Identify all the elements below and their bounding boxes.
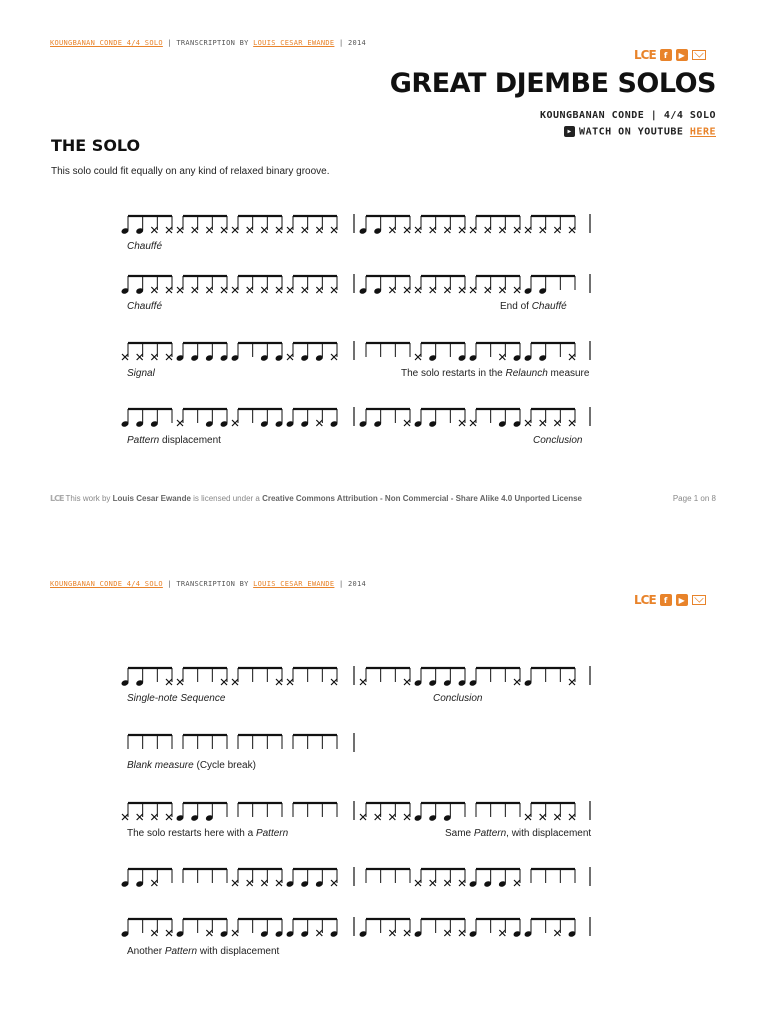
cross-head xyxy=(360,814,366,820)
intro-text: This solo could fit equally on any kind of relaxed binary groove. xyxy=(51,166,330,177)
lce-logo[interactable]: LCE xyxy=(634,48,656,62)
separator: | xyxy=(167,580,172,588)
lce-logo: LCE xyxy=(50,494,64,503)
cross-head xyxy=(499,227,505,233)
youtube-icon[interactable]: ▶ xyxy=(676,594,688,606)
youtube-icon: ▶ xyxy=(564,126,575,137)
cross-head xyxy=(554,930,560,936)
lce-logo[interactable]: LCE xyxy=(634,593,656,607)
cross-head xyxy=(316,930,322,936)
cross-head xyxy=(232,420,238,426)
cross-head xyxy=(151,354,157,360)
header-year: 2014 xyxy=(347,39,367,47)
cross-head xyxy=(331,227,337,233)
cross-head xyxy=(404,287,410,293)
cross-head xyxy=(444,930,450,936)
cross-head xyxy=(232,227,238,233)
youtube-icon[interactable]: ▶ xyxy=(676,49,688,61)
page-number: Page 1 on 8 xyxy=(672,494,716,503)
section-title: THE SOLO xyxy=(51,136,141,155)
cross-head xyxy=(177,679,183,685)
cross-head xyxy=(206,227,212,233)
header-year: 2014 xyxy=(347,580,367,588)
header-transcription: TRANSCRIPTION BY xyxy=(176,580,249,588)
cross-head xyxy=(360,679,366,685)
cross-head xyxy=(166,814,172,820)
cross-head xyxy=(232,930,238,936)
cross-head xyxy=(206,930,212,936)
cross-head xyxy=(221,287,227,293)
cross-head xyxy=(514,880,520,886)
cross-head xyxy=(247,880,253,886)
page-subtitle: KOUNGBANAN CONDE | 4/4 SOLO xyxy=(539,110,716,121)
cross-head xyxy=(331,679,337,685)
watch-label: WATCH ON YOUTUBE xyxy=(579,126,684,138)
cross-head xyxy=(261,880,267,886)
caption: Single-note Sequence xyxy=(127,693,226,704)
cross-head xyxy=(151,930,157,936)
cross-head xyxy=(331,880,337,886)
cross-head xyxy=(276,287,282,293)
cross-head xyxy=(247,227,253,233)
cross-head xyxy=(151,814,157,820)
cross-head xyxy=(276,227,282,233)
cross-head xyxy=(470,420,476,426)
cross-head xyxy=(389,287,395,293)
cross-head xyxy=(514,227,520,233)
cross-head xyxy=(404,420,410,426)
cross-head xyxy=(525,227,531,233)
cross-head xyxy=(375,814,381,820)
cross-head xyxy=(232,287,238,293)
cross-head xyxy=(499,930,505,936)
license-footer: LCE This work by Louis Cesar Ewande is licensed under a Creative Commons Attribution - Non Commercial - Share Alike 4.0 Unported License xyxy=(50,494,583,503)
cross-head xyxy=(404,930,410,936)
cross-head xyxy=(470,227,476,233)
cross-head xyxy=(404,227,410,233)
cross-head xyxy=(444,227,450,233)
cross-head xyxy=(151,227,157,233)
cross-head xyxy=(166,227,172,233)
cross-head xyxy=(444,287,450,293)
cross-head xyxy=(261,227,267,233)
cross-head xyxy=(166,679,172,685)
cross-head xyxy=(470,287,476,293)
cross-head xyxy=(389,814,395,820)
cross-head xyxy=(430,880,436,886)
cross-head xyxy=(415,227,421,233)
cross-head xyxy=(276,679,282,685)
separator: | xyxy=(167,39,172,47)
separator: | xyxy=(338,39,344,47)
cross-head xyxy=(166,354,172,360)
cross-head xyxy=(554,227,560,233)
caption: End of Chauffé xyxy=(500,301,567,312)
cross-head xyxy=(540,420,546,426)
cross-head xyxy=(459,227,465,233)
cross-head xyxy=(569,227,575,233)
separator: | xyxy=(338,580,344,588)
cross-head xyxy=(232,679,238,685)
cross-head xyxy=(287,679,293,685)
cross-head xyxy=(459,930,465,936)
cross-head xyxy=(137,814,143,820)
page-title: GREAT DJEMBE SOLOS xyxy=(389,68,716,99)
cross-head xyxy=(192,227,198,233)
cross-head xyxy=(287,287,293,293)
cross-head xyxy=(525,814,531,820)
cross-head xyxy=(221,227,227,233)
header-title-link[interactable]: KOUNGBANAN CONDE 4/4 SOLO xyxy=(50,39,163,47)
cross-head xyxy=(540,814,546,820)
cross-head xyxy=(151,287,157,293)
cross-head xyxy=(177,227,183,233)
cross-head xyxy=(389,930,395,936)
cross-head xyxy=(444,880,450,886)
caption: Chauffé xyxy=(127,241,163,252)
header-author-link[interactable]: LOUIS CESAR EWANDE xyxy=(253,580,335,588)
cross-head xyxy=(316,420,322,426)
cross-head xyxy=(166,287,172,293)
cross-head xyxy=(404,679,410,685)
cross-head xyxy=(415,287,421,293)
cross-head xyxy=(192,287,198,293)
cross-head xyxy=(331,354,337,360)
caption: Conclusion xyxy=(433,693,483,704)
cross-head xyxy=(415,354,421,360)
cross-head xyxy=(177,420,183,426)
cross-head xyxy=(331,287,337,293)
caption: Pattern displacement xyxy=(127,435,221,446)
header-author-link[interactable]: LOUIS CESAR EWANDE xyxy=(253,39,335,47)
cross-head xyxy=(569,679,575,685)
caption: Same Pattern, with displacement xyxy=(445,828,592,839)
caption: Blank measure (Cycle break) xyxy=(127,760,256,771)
cross-head xyxy=(287,227,293,233)
cross-head xyxy=(302,227,308,233)
cross-head xyxy=(221,679,227,685)
cross-head xyxy=(499,354,505,360)
cross-head xyxy=(316,287,322,293)
cross-head xyxy=(499,287,505,293)
cross-head xyxy=(206,287,212,293)
caption: The solo restarts in the Relaunch measure xyxy=(401,368,590,379)
cross-head xyxy=(137,354,143,360)
facebook-icon[interactable]: f xyxy=(660,594,672,606)
cross-head xyxy=(514,679,520,685)
caption: Chauffé xyxy=(127,301,163,312)
cross-head xyxy=(430,287,436,293)
cross-head xyxy=(514,287,520,293)
cross-head xyxy=(247,287,253,293)
cross-head xyxy=(569,420,575,426)
caption: The solo restarts here with a Pattern xyxy=(127,828,289,839)
cross-head xyxy=(459,880,465,886)
cross-head xyxy=(485,227,491,233)
cross-head xyxy=(177,287,183,293)
cross-head xyxy=(389,227,395,233)
caption: Another Pattern with displacement xyxy=(127,946,280,957)
cross-head xyxy=(302,287,308,293)
header-transcription: TRANSCRIPTION BY xyxy=(176,39,249,47)
facebook-icon[interactable]: f xyxy=(660,49,672,61)
cross-head xyxy=(287,354,293,360)
cross-head xyxy=(232,880,238,886)
cross-head xyxy=(166,930,172,936)
cross-head xyxy=(415,880,421,886)
header-title-link[interactable]: KOUNGBANAN CONDE 4/4 SOLO xyxy=(50,580,163,588)
cross-head xyxy=(122,354,128,360)
caption: Signal xyxy=(127,368,155,379)
cross-head xyxy=(459,420,465,426)
cross-head xyxy=(459,287,465,293)
cross-head xyxy=(554,420,560,426)
cross-head xyxy=(316,227,322,233)
cross-head xyxy=(554,814,560,820)
cross-head xyxy=(430,227,436,233)
cross-head xyxy=(276,880,282,886)
cross-head xyxy=(540,227,546,233)
cross-head xyxy=(569,354,575,360)
cross-head xyxy=(122,814,128,820)
cross-head xyxy=(569,814,575,820)
youtube-here-link[interactable]: HERE xyxy=(689,126,716,138)
caption: Conclusion xyxy=(533,435,583,446)
cross-head xyxy=(525,420,531,426)
cross-head xyxy=(151,880,157,886)
cross-head xyxy=(261,287,267,293)
cross-head xyxy=(404,814,410,820)
cross-head xyxy=(485,287,491,293)
